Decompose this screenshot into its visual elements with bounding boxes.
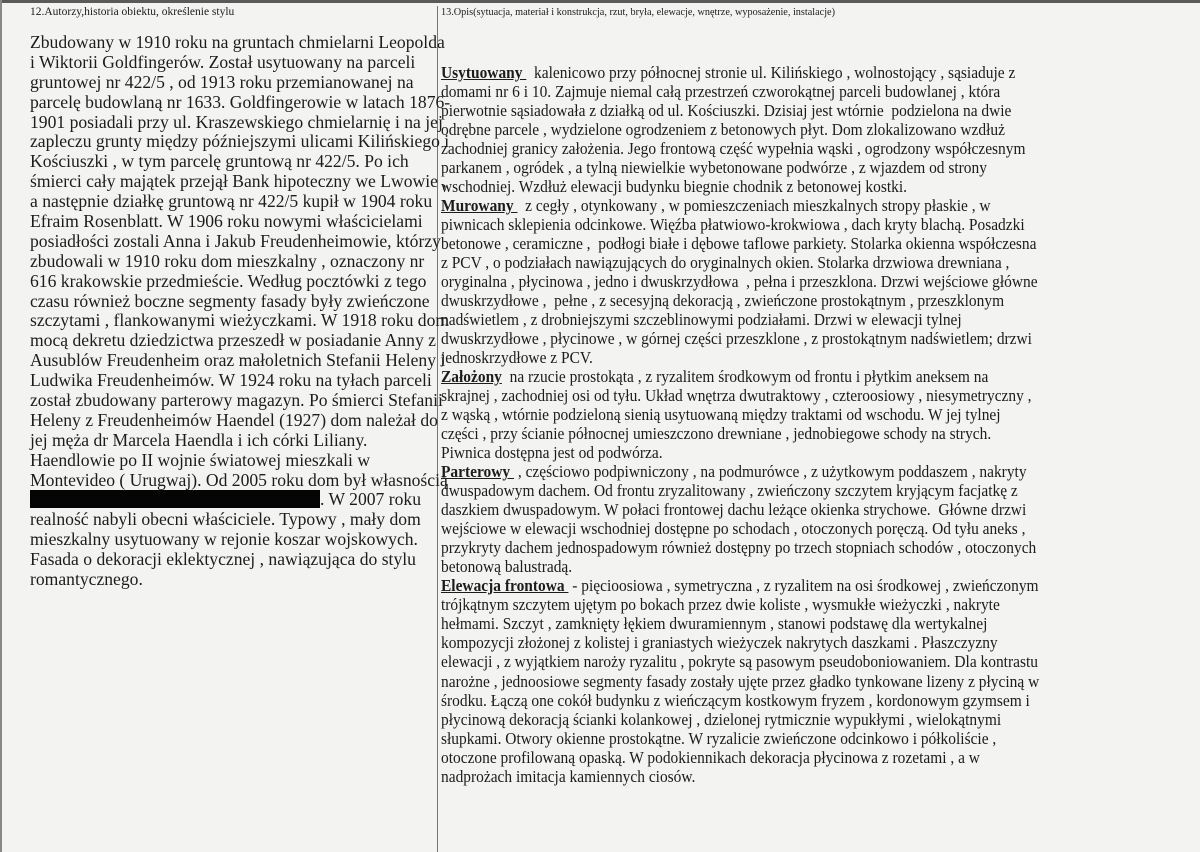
text-fragment: dwuskrzydłowe , płycinowe , w górnej części przeszklone , z prostokątnym nadświetlem; drzwi bbox=[441, 329, 1032, 349]
text-fragment: z PCV , o podziałach nawiązujących do oryginalnych okien. Stolarka drzwiowa drewniana , bbox=[441, 253, 1010, 273]
text-fragment: , częściowo podpiwniczony , na podmurówce , z użytkowym poddaszem , nakryty bbox=[513, 462, 1027, 482]
text-line: realność nabyli obecni właściciele. Typowy , mały dom bbox=[30, 509, 421, 530]
text-line bbox=[441, 386, 1129, 405]
text-fragment: skrajnej , zachodniej osi od tyłu. Układ wnętrza dwutraktowy , czteroosiowy , niesymetryczny , bbox=[441, 386, 1032, 406]
text-line: Fasada o dekoracji eklektycznej , nawiązująca do stylu bbox=[30, 549, 416, 570]
text-fragment: betonowe , ceramiczne , podłogi białe i dębowe taflowe parkiety. Stolarka okienna współczesna bbox=[441, 234, 1037, 254]
text-fragment: elewacji , z wyjątkiem naroży ryzalitu , pokryte są pasowym pseudoboniowaniem. Dla kontrastu bbox=[441, 652, 1038, 672]
text-fragment: odrębne parcele , wydzielone ogrodzeniem z betonowych płyt. Dom zlokalizowano wzdłuż bbox=[441, 120, 1005, 140]
section-12-heading: 12.Autorzy,historia obiektu, określenie stylu bbox=[30, 6, 235, 18]
text-line bbox=[441, 729, 1129, 748]
text-fragment: narożne , jednoosiowe segmenty fasady zostały ujęte przez gładko tynkowane lizeny z płyciną w bbox=[441, 671, 1040, 691]
text-line: Kościuszki , w tym parcelę gruntową nr 422/5. Po ich bbox=[30, 151, 409, 172]
section-term: Usytuowany bbox=[441, 63, 527, 82]
description-text-column bbox=[441, 63, 1181, 786]
section-term: Elewacja frontowa bbox=[441, 576, 569, 596]
text-fragment: nadświetlem , z drobniejszymi szczeblinowymi podziałami. Drzwi w elewacji tylnej bbox=[441, 310, 962, 330]
text-line: śmierci cały majątek przejął Bank hipoteczny we Lwowie , bbox=[30, 171, 447, 192]
text-line: a następnie działkę gruntową nr 422/5 kupił w 1904 roku bbox=[30, 191, 433, 212]
text-line bbox=[441, 500, 1129, 519]
text-line: parcelę budowlaną nr 1633. Goldfingerowie w latach 1876- bbox=[30, 91, 451, 112]
text-line bbox=[441, 196, 1129, 215]
text-line: Zbudowany w 1910 roku na gruntach chmielarni Leopolda bbox=[30, 32, 445, 52]
text-line bbox=[441, 691, 1129, 710]
text-fragment: na rzucie prostokąta , z ryzalitem środkowym od frontu i płytkim aneksem na bbox=[501, 367, 989, 387]
text-line: 616 krakowskie przedmieście. Według pocztówki z tego bbox=[30, 270, 427, 291]
text-line: posiadłości zostali Anna i Jakub Freudenheimowie, którzy bbox=[30, 230, 441, 251]
text-line bbox=[441, 101, 1129, 120]
text-line: Haendlowie po II wojnie światowej mieszkali w bbox=[30, 449, 371, 470]
text-fragment: jednoskrzydłowe z PCV. bbox=[441, 348, 593, 368]
text-fragment: . W 2007 roku bbox=[320, 489, 422, 510]
redacted-line bbox=[30, 490, 440, 510]
section-term: Murowany bbox=[441, 196, 518, 216]
text-fragment: piwnicach sklepienia odcinkowe. Więźba płatwiowo-krokwiowa , dach kryty blachą. Posadzki bbox=[441, 215, 1025, 235]
text-fragment: betonową balustradą. bbox=[441, 557, 573, 577]
text-line: Efraim Rosenblatt. W 1906 roku nowymi właścicielami bbox=[30, 211, 423, 232]
text-line: został zbudowany parterowy magazyn. Po śmierci Stefanii bbox=[30, 390, 443, 411]
text-line bbox=[441, 424, 1129, 443]
text-line: jej męża dr Marcela Haendla i ich córki Liliany. bbox=[30, 429, 368, 450]
text-line bbox=[441, 614, 1129, 633]
text-fragment: dwuskrzydłowe , pełne , z secesyjną dekoracją , zwieńczone prostokątnym , przeszklonym bbox=[441, 291, 1005, 311]
text-line bbox=[441, 310, 1129, 329]
text-line bbox=[441, 348, 1129, 367]
section-term: Parterowy bbox=[441, 462, 514, 482]
text-fragment: hełmami. Szczyt , zamknięty łękiem dwuramiennym , stanowi podstawę dla wertykalnej bbox=[441, 614, 988, 634]
text-line: mocą dekretu dziedzictwa przeszedł w posiadanie Anny z bbox=[30, 330, 436, 351]
text-line bbox=[441, 595, 1129, 614]
scan-left-edge bbox=[0, 0, 2, 852]
text-line bbox=[441, 177, 1129, 196]
text-line bbox=[441, 120, 1129, 139]
text-fragment: dwuspadowym dachem. Od frontu zryzalitowany , zwieńczony szczytem kryjącym facjatkę z bbox=[441, 481, 1018, 501]
text-fragment: kalenicowo przy północnej stronie ul. Kilińskiego , wolnostojący , sąsiaduje z bbox=[526, 63, 1016, 82]
text-line bbox=[441, 329, 1129, 348]
text-fragment: parkanem , ogródek , a tylną niewielkie wybetonowane podwórze , z wjazdem od strony bbox=[441, 158, 987, 178]
text-fragment: domami nr 6 i 10. Zajmuje niemal całą przestrzeń czworokątnej parceli budowlanej , która bbox=[441, 82, 1001, 102]
redaction-box bbox=[30, 490, 320, 508]
text-line bbox=[441, 443, 1129, 462]
text-line: zbudowali w 1910 roku dom mieszkalny , oznaczony nr bbox=[30, 250, 425, 271]
section-term: Założony bbox=[441, 367, 502, 387]
text-fragment: części , przy ścianie północnej umieszczono drewniane , jednobiegowe schody na strych. bbox=[441, 424, 992, 444]
text-line bbox=[441, 748, 1129, 767]
text-fragment: daszkiem dwuspadowym. W połaci frontowej dachu leżące okienka strychowe. Główne drzwi bbox=[441, 500, 1027, 520]
text-line bbox=[441, 462, 1129, 481]
text-fragment: wschodniej. Wzdłuż elewacji budynku biegnie chodnik z betonowej kostki. bbox=[441, 177, 908, 197]
text-line: romantycznego. bbox=[30, 569, 143, 590]
text-line bbox=[441, 710, 1129, 729]
text-fragment: oryginalna , płycinowa , jedno i dwuskrzydłowa , pełna i przeszklona. Drzwi wejściowe główne bbox=[441, 272, 1038, 292]
text-line bbox=[441, 82, 1129, 101]
text-fragment: - pięcioosiowa , symetryczna , z ryzalitem na osi środkowej , zwieńczonym bbox=[568, 576, 1039, 596]
text-line bbox=[441, 291, 1129, 310]
text-line bbox=[441, 767, 1129, 786]
text-fragment: wejściowe w elewacji wschodniej dostępne po schodach , otoczonych poręczą. Od tyłu aneks , bbox=[441, 519, 1026, 539]
text-line bbox=[441, 139, 1129, 158]
text-line bbox=[441, 576, 1129, 595]
scan-top-edge bbox=[0, 0, 1200, 3]
text-line: i Wiktorii Goldfingerów. Został usytuowany na parceli bbox=[30, 51, 416, 72]
text-line bbox=[441, 253, 1129, 272]
text-fragment: pierwotnie sąsiadowała z działką od ul. Kościuszki. Dzisiaj jest wtórnie podzielona na dwie bbox=[441, 101, 1012, 121]
text-line: Ausublów Freudenheim oraz małoletnich Stefanii Heleny i bbox=[30, 350, 446, 371]
text-fragment: z cegły , otynkowany , w pomieszczeniach mieszkalnych stropy płaskie , w bbox=[517, 196, 991, 216]
text-fragment: otoczone profilowaną opaską. W podokiennikach dekoracja płycinowa z rozetami , a w bbox=[441, 747, 980, 767]
text-fragment: nadprożach imitacja kamiennych ciosów. bbox=[441, 766, 696, 786]
text-line: Montevideo ( Urugwaj). Od 2005 roku dom był własnością bbox=[30, 469, 448, 490]
text-fragment: Piwnica dostępna jest od podwórza. bbox=[441, 443, 663, 463]
text-line: zapleczu grunty między późniejszymi ulicami Kilińskiego i bbox=[30, 131, 450, 152]
section-13-heading: 13.Opis(sytuacja, materiał i konstrukcja, rzut, bryła, elewacje, wnętrze, wyposażenie, instalacje) bbox=[441, 6, 835, 18]
text-line bbox=[441, 405, 1129, 424]
text-line bbox=[441, 63, 1129, 82]
text-line: mieszkalny usytuowany w rejonie koszar wojskowych. bbox=[30, 529, 418, 550]
text-fragment: trójkątnym szczytem ujętym po bokach przez dwie koliste , wysmukłe wieżyczki , nakryte bbox=[441, 595, 1000, 615]
text-fragment: słupkami. Otwory okienne prostokątne. W ryzalicie zwieńczone odcinkowo i półkoliście , bbox=[441, 728, 997, 748]
text-line: Ludwika Freudenheimów. W 1924 roku na tyłach parceli bbox=[30, 370, 432, 391]
text-line bbox=[441, 481, 1129, 500]
text-line bbox=[441, 652, 1129, 671]
text-fragment: zachodniej granicy założenia. Jego frontową część wypełnia wąski , ogrodzony współczesnym bbox=[441, 139, 1026, 159]
text-line bbox=[441, 158, 1129, 177]
text-line: Heleny z Freudenheimów Haendel (1927) dom należał do bbox=[30, 409, 438, 430]
text-line bbox=[441, 367, 1129, 386]
text-line bbox=[441, 557, 1129, 576]
text-fragment: przykryty dachem jednospadowym również dostępny po trzech stopniach schodów , otoczonych bbox=[441, 538, 1037, 558]
text-fragment: płycinową dekoracją ścianki kolankowej , dzielonej rytmicznie wypukłymi , wielokątnymi bbox=[441, 709, 1002, 729]
text-line: gruntowej nr 422/5 , od 1913 roku przemianowanej na bbox=[30, 71, 414, 92]
text-line: 1901 posiadali przy ul. Kraszewskiego chmielarnię i na jej bbox=[30, 111, 443, 132]
text-line bbox=[441, 538, 1129, 557]
text-fragment: środku. Łączą one cokół budynku z wieńczącym kostkowym fryzem , kordonowym gzymsem i bbox=[441, 690, 1030, 710]
text-line bbox=[441, 215, 1129, 234]
text-line: czasu również boczne segmenty fasady były zwieńczone bbox=[30, 290, 430, 311]
text-line bbox=[441, 633, 1129, 652]
text-fragment: z wąską , wtórnie podzieloną sienią usytuowaną między traktami od wschodu. W jej tylnej bbox=[441, 405, 1001, 425]
text-line bbox=[441, 672, 1129, 691]
text-line bbox=[441, 519, 1129, 538]
text-line: szczytami , flankowanymi wieżyczkami. W 1918 roku dom bbox=[30, 310, 450, 331]
text-line bbox=[441, 234, 1129, 253]
history-text-column bbox=[30, 32, 451, 590]
text-line bbox=[441, 272, 1129, 291]
text-fragment: kompozycji złożonej z kolistej i graniastych wieżyczek nakrytych daszkami . Płaszczyzny bbox=[441, 633, 998, 653]
